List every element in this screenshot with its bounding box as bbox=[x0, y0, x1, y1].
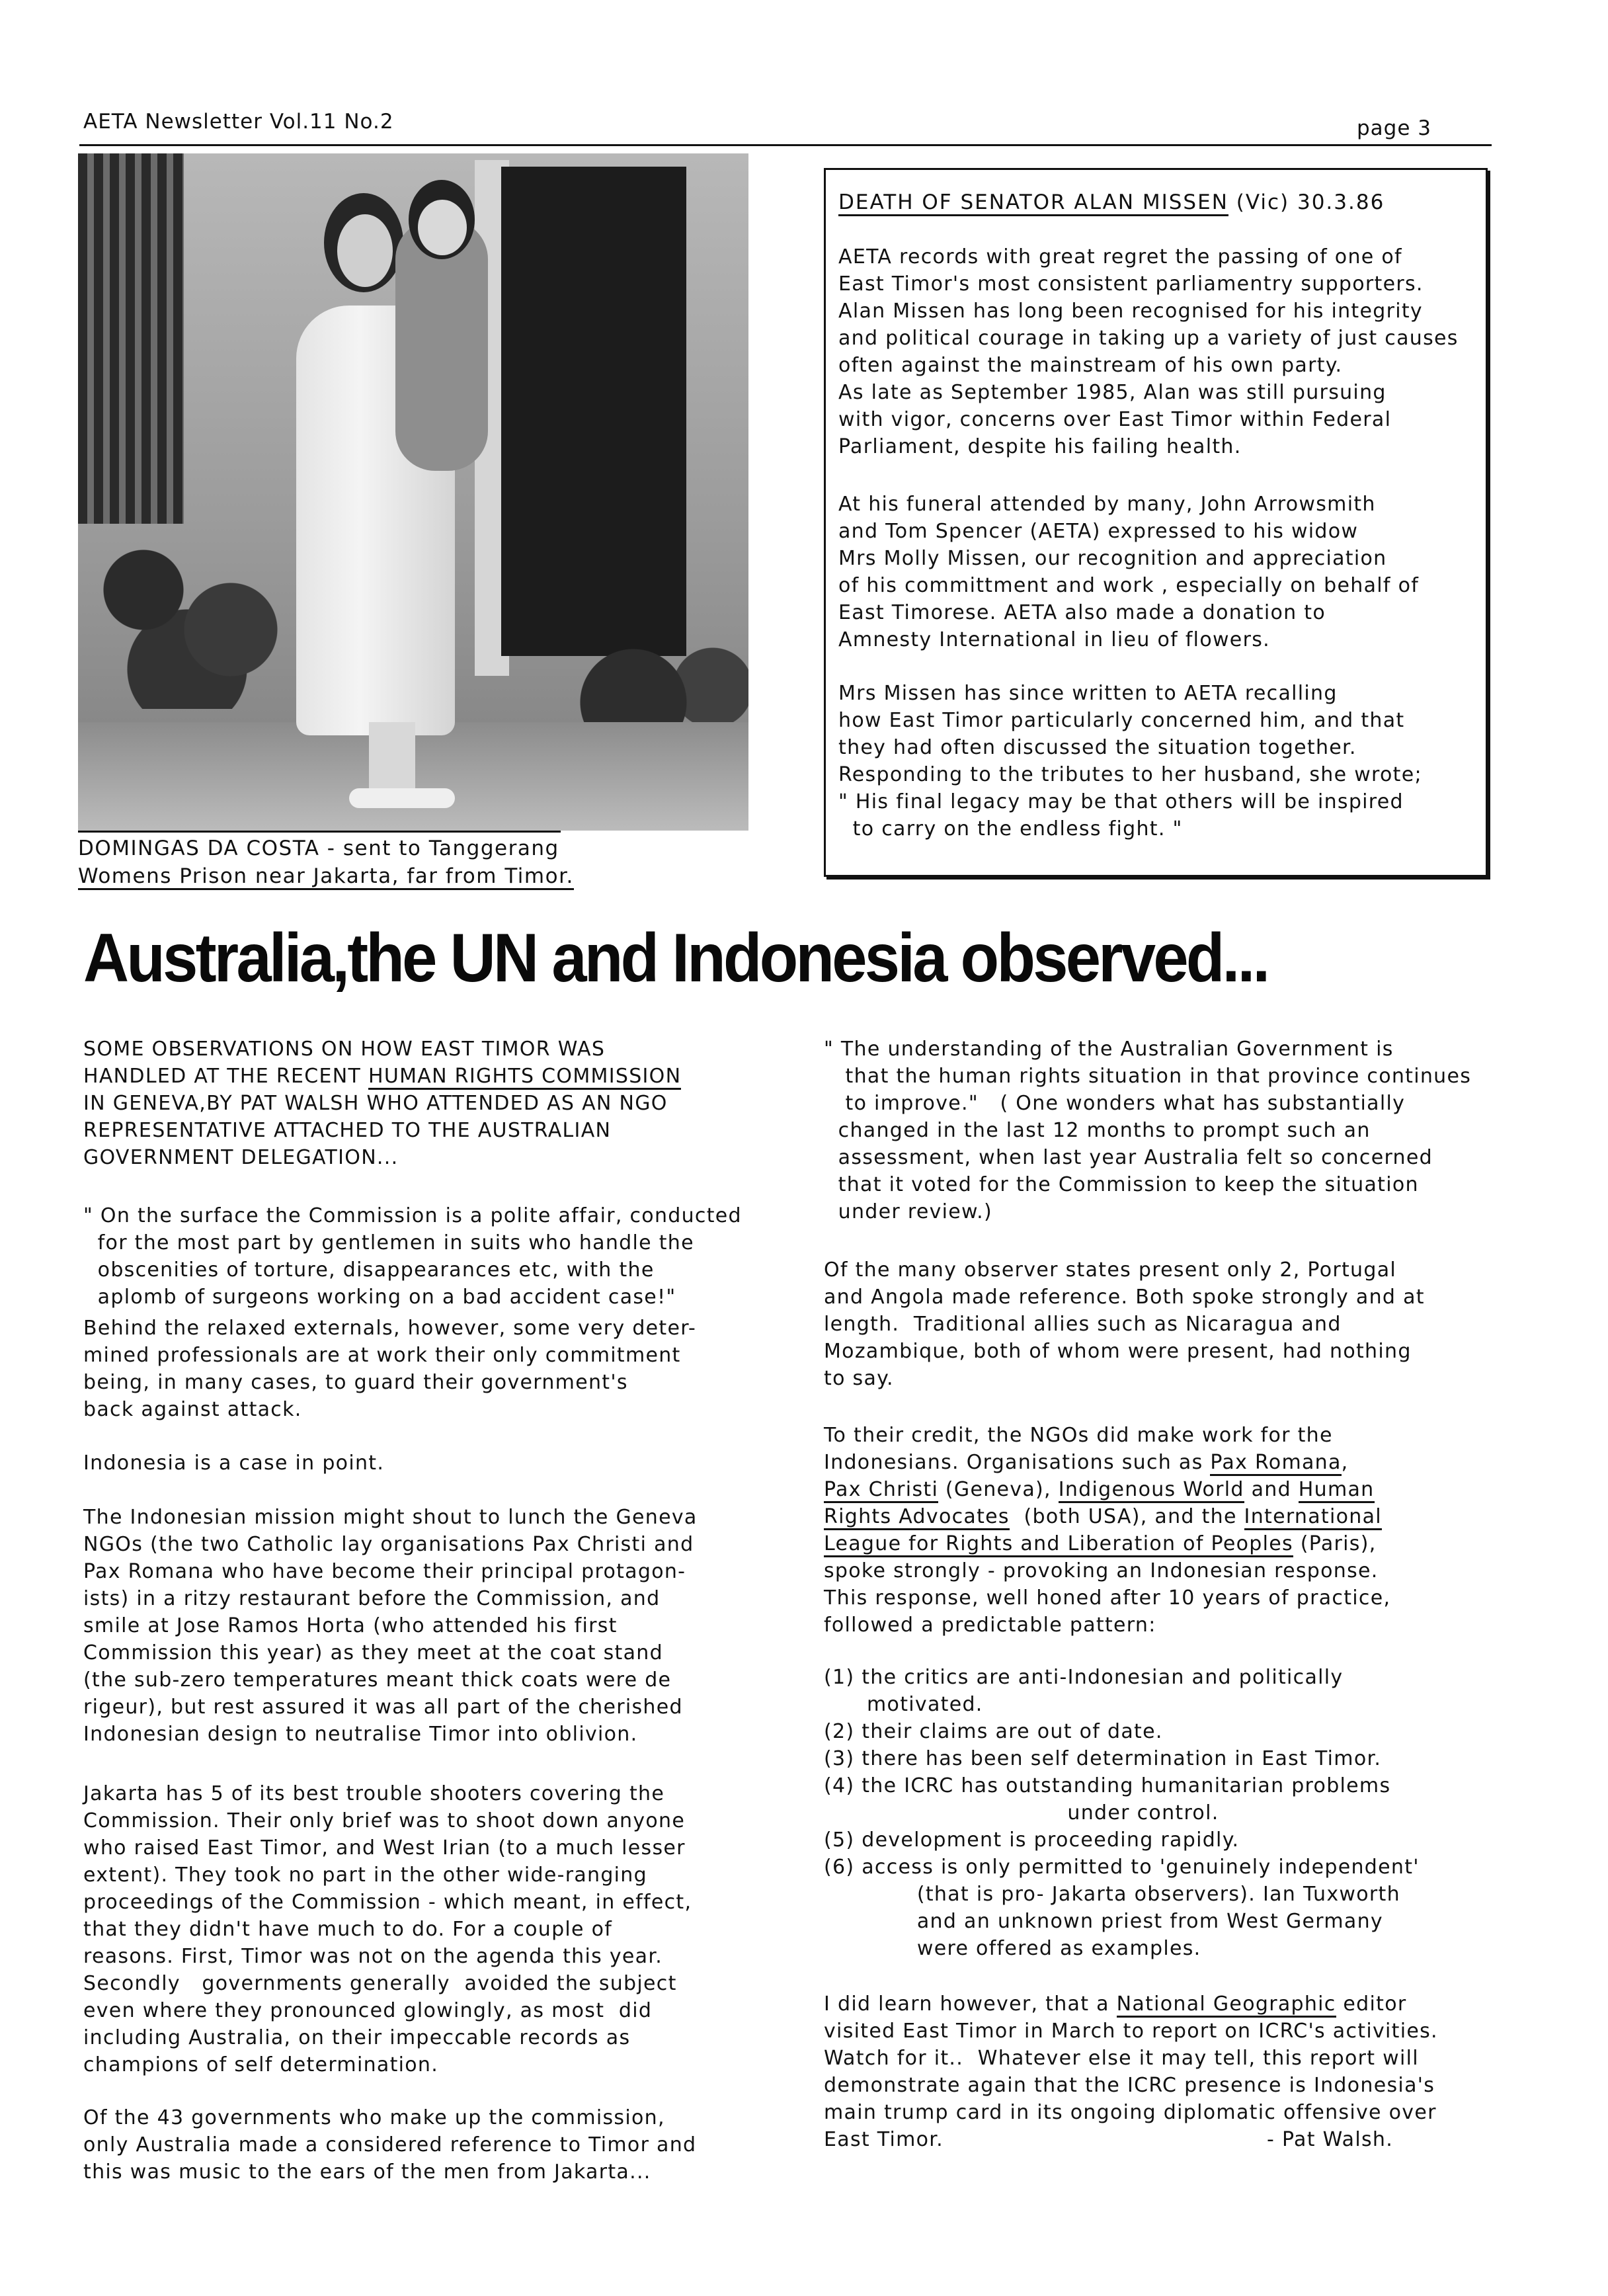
caption-rule bbox=[78, 831, 561, 833]
left-paragraph-4: Jakarta has 5 of its best trouble shooters covering the Commission. Their only brief was to shoot down anyone who raised East Timor, and West Irian (to a much lesser extent). They took no part in the other wide-ranging proceedings of the Commission - which meant, in effect, that they didn't have much to do. For a couple of reasons. First, Timor was not on the agenda this year. Secondly governments generally avoided the subject even where they pronounced glowingly, as most did including Australia, on their impeccable records as champions of self determination. bbox=[83, 1782, 692, 2076]
header-rule bbox=[79, 144, 1492, 146]
author-signature: - Pat Walsh. bbox=[1267, 2128, 1394, 2151]
left-paragraph-2: Indonesia is a case in point. bbox=[83, 1452, 385, 1475]
commission-quote: " On the surface the Commission is a polite affair, conducted for the most part by gentlemen in suits who handle the obscenities of torture, disappearances etc, with the aplomb of surgeons working on a bad accident case!" bbox=[83, 1204, 742, 1309]
caption-line-1: DOMINGAS DA COSTA - sent to Tanggerang bbox=[78, 837, 559, 860]
left-paragraph-5: Of the 43 governments who make up the commission, only Australia made a considered reference to Timor and this was music to the ears of the men from Jakarta... bbox=[83, 2106, 697, 2184]
newsletter-header: AETA Newsletter Vol.11 No.2 bbox=[83, 110, 394, 134]
right-paragraph-observers: Of the many observer states present only 2, Portugal and Angola made reference. Both spoke strongly and at length. Traditional allies such as Nicaragua and Mozambique, both of whom were present, had nothing to say. bbox=[824, 1258, 1425, 1390]
obituary-title: DEATH OF SENATOR ALAN MISSEN (Vic) 30.3.86 bbox=[838, 190, 1385, 214]
right-paragraph-ngos: To their credit, the NGOs did make work for the Indonesians. Organisations such as Pax Romana, Pax Christi (Geneva), Indigenous World and Human Rights Advocates (both USA), and the International League for Rights and Liberation of Peoples (Paris), spoke strongly - provoking an Indonesian response. This response, well honed after 10 years of practice, followed a predictable pattern: bbox=[824, 1424, 1391, 1637]
obituary-paragraph-2: At his funeral attended by many, John Arrowsmith and Tom Spencer (AETA) expressed to his widow Mrs Molly Missen, our recognition and appreciation of his committment and work , especially on behalf of East Timorese. AETA also made a donation to Amnesty International in lieu of flowers. bbox=[838, 493, 1420, 651]
left-paragraph-1: Behind the relaxed externals, however, some very deter- mined professionals are at work their only commitment being, in many cases, to guard their government's back against attack. bbox=[83, 1317, 697, 1421]
caption-line-2: Womens Prison near Jakarta, far from Timor. bbox=[78, 864, 574, 890]
article-intro: SOME OBSERVATIONS ON HOW EAST TIMOR WAS HANDLED AT THE RECENT HUMAN RIGHTS COMMISSION IN GENEVA,BY PAT WALSH WHO ATTENDED AS AN NGO REPRESENTATIVE ATTACHED TO THE AUSTRALIAN GOVERNMENT DELEGATION... bbox=[83, 1038, 682, 1169]
government-quote: " The understanding of the Australian Government is that the human rights situation in that province continues to improve." ( One wonders what has substantially changed in the last 12 months to prompt such an assessment, when last year Australia felt so concerned that it voted for the Commission to keep the situation under review.) bbox=[824, 1038, 1472, 1223]
page-number: page 3 bbox=[1357, 116, 1432, 140]
article-headline: Australia,the UN and Indonesia observed... bbox=[83, 920, 1268, 997]
obituary-paragraph-1: AETA records with great regret the passing of one of East Timor's most consistent parliamentry supporters. Alan Missen has long been recognised for his integrity and political courage in taking up a variety of just causes often against the mainstream of his own party. As late as September 1985, Alan was still pursuing with vigor, concerns over East Timor within Federal Parliament, despite his failing health. bbox=[838, 245, 1459, 458]
right-paragraph-national-geographic: I did learn however, that a National Geographic editor visited East Timor in March to report on ICRC's activities. Watch for it.. Whatever else it may tell, this report will demonstrate again that the ICRC presence is Indonesia's main trump card in its ongoing diplomatic offensive over East Timor. bbox=[824, 1992, 1438, 2151]
left-paragraph-3: The Indonesian mission might shout to lunch the Geneva NGOs (the two Catholic lay organisations Pax Christi and Pax Romana who have become their principal protagon- ists) in a ritzy restaurant before the Commission, and smile at Jose Ramos Horta (who attended his first Commission this year) as they meet at the coat stand (the sub-zero temperatures meant thick coats were de rigeur), but rest assured it was all part of the cherished Indonesian design to neutralise Timor into oblivion. bbox=[83, 1506, 698, 1746]
photo-caption bbox=[78, 835, 574, 890]
response-pattern-list: (1) the critics are anti-Indonesian and politically motivated. (2) their claims are out of date. (3) there has been self determination in East Timor. (4) the ICRC has outstanding humanitarian problems under control. (5) development is proceeding rapidly. (6) access is only permitted to 'genuinely independent' (that is pro- Jakarta observers). Ian Tuxworth and an unknown priest from West Germany were offered as examples. bbox=[824, 1666, 1420, 1960]
photo-domingas-da-costa bbox=[78, 153, 748, 831]
obituary-paragraph-3: Mrs Missen has since written to AETA recalling how East Timor particularly concerned him, and that they had often discussed the situation together. Responding to the tributes to her husband, she wrote; " His final legacy may be that others will be inspired to carry on the endless fight. " bbox=[838, 682, 1422, 840]
